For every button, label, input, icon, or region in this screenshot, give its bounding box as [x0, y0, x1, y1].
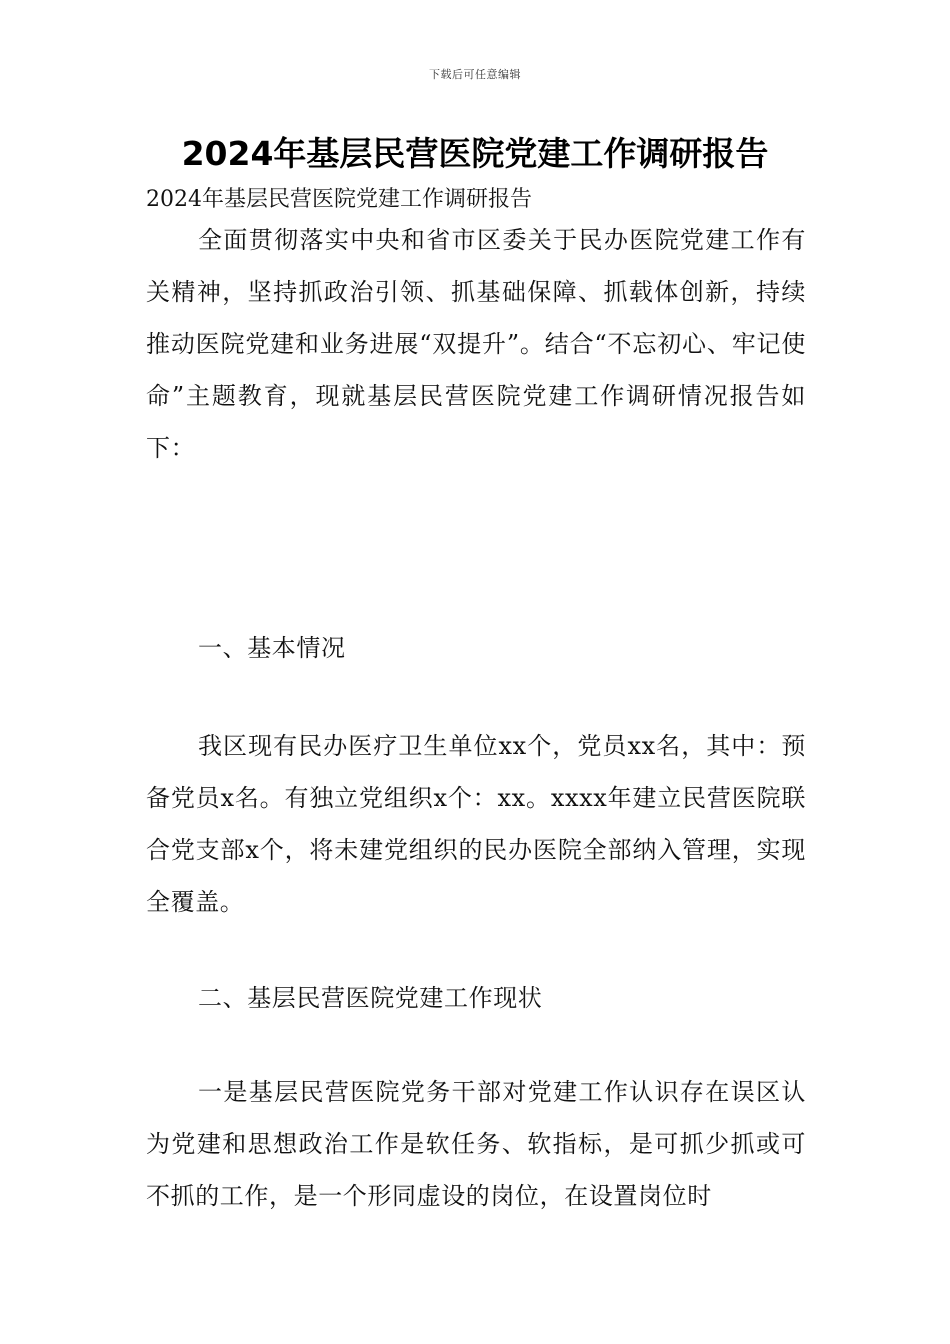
intro-paragraph: 全面贯彻落实中央和省市区委关于民办医院党建工作有关精神，坚持抓政治引领、抓基础保障、抓载体创新，持续推动医院党建和业务进展“双提升”。结合“不忘初心、牢记使命”主题教育，现就基层民营医院党建工作调研情况报告如下：	[146, 226, 806, 462]
document-subtitle: 2024年基层民营医院党建工作调研报告	[146, 187, 532, 212]
section-2-body: 一是基层民营医院党务干部对党建工作认识存在误区认为党建和思想政治工作是软任务、软指标，是可抓少抓或可不抓的工作，是一个形同虚设的岗位，在设置岗位时	[146, 1078, 806, 1210]
section-1-body: 我区现有民办医疗卫生单位xx个，党员xx名，其中：预备党员x名。有独立党组织x个：xx。xxxx年建立民营医院联合党支部x个，将未建党组织的民办医院全部纳入管理，实现全覆盖。	[146, 732, 806, 916]
header-note: 下载后可任意编辑	[429, 68, 521, 81]
section-1-heading: 一、基本情况	[198, 634, 346, 662]
section-2-heading: 二、基层民营医院党建工作现状	[198, 984, 543, 1012]
document-title: 2024年基层民营医院党建工作调研报告	[181, 134, 769, 173]
